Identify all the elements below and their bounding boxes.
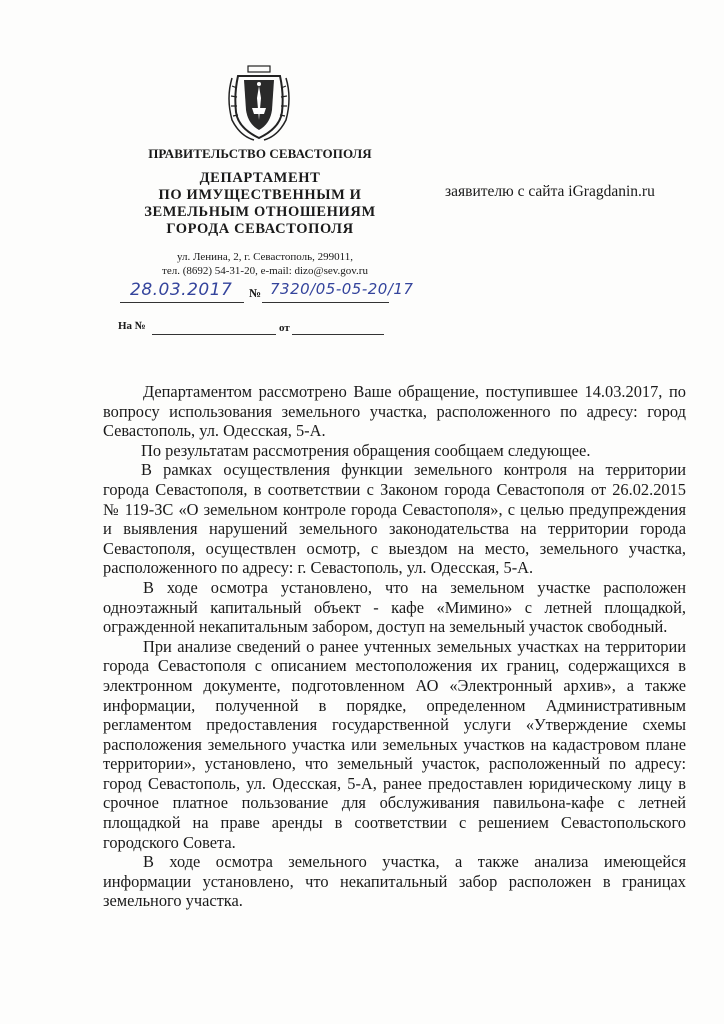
department-line: ГОРОДА СЕВАСТОПОЛЯ [166, 221, 354, 237]
paragraph: Департаментом рассмотрено Ваше обращение, поступившее 14.03.2017, по вопросу использования земельного участка, расположенного по адресу: город Севастополь, ул. Одесская, 5-А. [103, 382, 686, 441]
department-name [100, 170, 420, 238]
reply-date-line [292, 334, 384, 335]
department-line: ДЕПАРТАМЕНТ [199, 170, 321, 186]
department-address [125, 250, 405, 278]
reply-number-label: На № [118, 320, 146, 332]
paragraph: В рамках осуществления функции земельного контроля на территории города Севастополя, в соответствии с Законом города Севастополя от 26.02.2015 № 119-ЗС «О земельном контроле города Севастополя», с целью предупреждения и выявления нарушений земельного законодательства на территории города Севастополя, осуществлен осмотр, с выездом на место, земельного участка, расположенного по адресу: г. Севастополь, ул. Одесская, 5-А. [103, 460, 686, 578]
government-name: ПРАВИТЕЛЬСТВО СЕВАСТОПОЛЯ [148, 146, 372, 161]
department-line: ЗЕМЕЛЬНЫМ ОТНОШЕНИЯМ [144, 204, 376, 220]
paragraph: При анализе сведений о ранее учтенных земельных участках на территории города Севастополя с описанием местоположения их границ, содержащихся в электронном документе, подготовленном АО «Электронный архив», а также информации, полученной в порядке, определенном Административным регламентом предоставления государственной услуги «Утверждение схемы расположения земельного участка или земельных участков на кадастровом плане территории», установлено, что земельный участок, расположенный по адресу: город Севастополь, ул. Одесская, 5-А, ранее предоставлен юридическому лицу в срочное платное пользование для обслуживания павильона-кафе с летней площадкой на праве аренды в соответствии с решением Севастопольского городского Совета. [103, 636, 686, 852]
outgoing-date: 28.03.2017 [130, 280, 233, 300]
outgoing-number: 7320/05-05-20/17 [270, 280, 414, 298]
letter-body [103, 382, 686, 911]
sevastopol-coat-of-arms-icon [224, 64, 294, 144]
number-label: № [249, 286, 262, 300]
paragraph: В ходе осмотра земельного участка, а также анализа имеющейся информации установлено, что некапитальный забор расположен в границах земельного участка. [103, 852, 686, 911]
address-line: ул. Ленина, 2, г. Севастополь, 299011, [176, 251, 353, 263]
paragraph: В ходе осмотра установлено, что на земельном участке расположен одноэтажный капитальный объект - кафе «Мимино» с летней площадкой, огражденной некапитальным забором, доступ на земельный участок свободный. [103, 577, 686, 637]
department-line: ПО ИМУЩЕСТВЕННЫМ И [158, 187, 362, 203]
reply-number-line [152, 334, 276, 335]
reply-date-label: от [279, 322, 290, 334]
contacts-line: тел. (8692) 54-31-20, e-mail: dizo@sev.gov.ru [162, 265, 368, 277]
recipient: заявителю с сайта iGragdanin.ru [445, 183, 655, 200]
paragraph: По результатам рассмотрения обращения сообщаем следующее. [141, 440, 591, 460]
